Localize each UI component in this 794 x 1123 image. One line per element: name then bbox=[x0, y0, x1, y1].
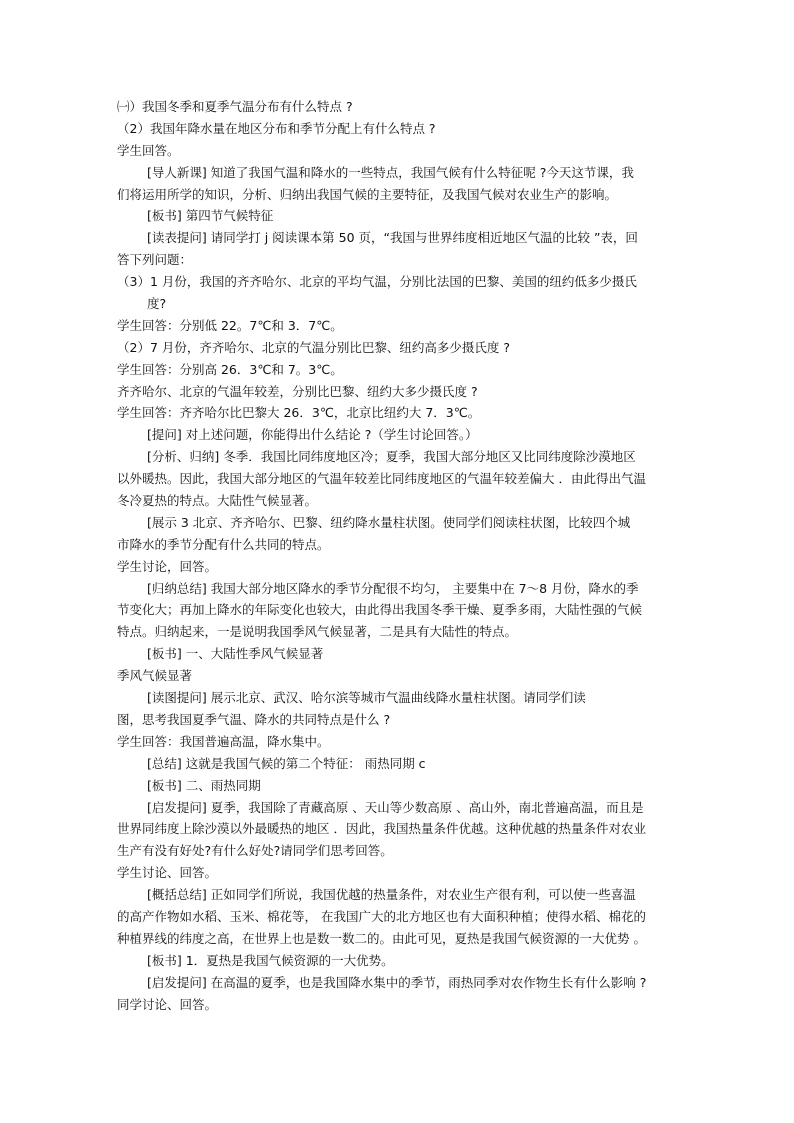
text-line: （2）7 月份，齐齐哈尔、北京的气温分别比巴黎、纽约高多少摄氏度 ? bbox=[117, 339, 510, 355]
text-line: 学生回答。 bbox=[117, 142, 180, 158]
text-line: 学生回答：分别低 22。7℃和 3．7℃。 bbox=[117, 317, 343, 333]
text-line: [启发提问] 在高温的夏季，也是我国降水集中的季节，雨热同季对农作物生长有什么影响 ? bbox=[147, 974, 647, 990]
text-line: [分析、归纳] 冬季．我国比同纬度地区冷；夏季，我国大部分地区又比同纬度除沙漠地区 bbox=[147, 449, 636, 465]
text-line: 季风气候显著 bbox=[117, 668, 193, 684]
text-line: [板书] 二、雨热同期 bbox=[147, 777, 261, 793]
text-line: 种植界线的纬度之高，在世界上也是数一数二的。由此可见，夏热是我国气候资源的一大优势 。 bbox=[117, 930, 646, 946]
text-line: 学生讨论，回答。 bbox=[117, 558, 218, 574]
text-line: 同学讨论、回答。 bbox=[117, 996, 218, 1012]
text-line: 齐齐哈尔、北京的气温年较差，分别比巴黎、纽约大多少摄氏度 ? bbox=[117, 383, 478, 399]
text-line: [概括总结] 正如同学们所说，我国优越的热量条件，对农业生产很有利，可以使一些喜温 bbox=[147, 887, 636, 903]
text-line: 答下列问题： bbox=[117, 252, 193, 268]
text-line: [总结] 这就是我国气候的第二个特征： 雨热同期 c bbox=[147, 755, 426, 771]
document-body bbox=[117, 96, 677, 1015]
text-line: 冬冷夏热的特点。大陆性气候显著。 bbox=[117, 493, 318, 509]
text-line: [板书] 第四节气候特征 bbox=[147, 208, 274, 224]
text-line: 度? bbox=[147, 296, 167, 312]
text-line: （3）1 月份，我国的齐齐哈尔、北京的平均气温，分别比法国的巴黎、美国的纽约低多少摄氏 bbox=[117, 274, 637, 290]
text-line: [导人新课] 知道了我国气温和降水的一些特点，我国气候有什么特征呢 ?今天这节课，我 bbox=[147, 164, 634, 180]
text-line: [读表提问] 请同学打 j 阅读课本第 50 页，“我国与世界纬度相近地区气温的比较 ”表，回 bbox=[147, 230, 638, 246]
text-line: 的高产作物如水稻、玉米、棉花等， 在我国广大的北方地区也有大面积种植；使得水稻、棉花的 bbox=[117, 908, 646, 924]
text-line: 节变化大；再加上降水的年际变化也较大，由此得出我国冬季干燥、夏季多雨，大陆性强的气候 bbox=[117, 602, 643, 618]
text-line: 特点。归纳起来，一是说明我国季风气候显著，二是具有大陆性的特点。 bbox=[117, 624, 518, 640]
text-line: [启发提问] 夏季，我国除了青藏高原 、天山等少数高原 、高山外，南北普遍高温，而且是 bbox=[147, 799, 644, 815]
text-line: [板书] 1．夏热是我国气候资源的一大优势。 bbox=[147, 952, 394, 968]
text-line: 学生讨论、回答。 bbox=[117, 865, 218, 881]
text-line: [板书] 一、大陆性季风气候显著 bbox=[147, 646, 324, 662]
text-line: 市降水的季节分配有什么共同的特点。 bbox=[117, 536, 330, 552]
text-line: （2）我国年降水量在地区分布和季节分配上有什么特点 ? bbox=[117, 120, 436, 136]
text-line: [提问] 对上述问题，你能得出什么结论 ?（学生讨论回答。） bbox=[147, 427, 478, 443]
text-line: [归纳总结] 我国大部分地区降水的季节分配很不均匀， 主要集中在 7～8 月份，降水的季 bbox=[147, 580, 639, 596]
text-line: [展示 3 北京、齐齐哈尔、巴黎、纽约降水量柱状图。使同学们阅读柱状图，比较四个城 bbox=[147, 514, 631, 530]
text-line: 学生回答：我国普遍高温，降水集中。 bbox=[117, 733, 330, 749]
text-line: 学生回答：分别高 26．3℃和 7。3℃。 bbox=[117, 361, 343, 377]
text-line: 学生回答：齐齐哈尔比巴黎大 26．3℃，北京比纽约大 7．3℃。 bbox=[117, 405, 481, 421]
text-line: 世界同纬度上除沙漠以外最暖热的地区 ．因此，我国热量条件优越。这种优越的热量条件对农业 bbox=[117, 821, 646, 837]
text-line: 生产有没有好处?有什么好处?请同学们思考回答。 bbox=[117, 843, 393, 859]
text-line: 图，思考我国夏季气温、降水的共同特点是什么 ? bbox=[117, 711, 391, 727]
text-line: 以外暖热。因此，我国大部分地区的气温年较差比同纬度地区的气温年较差偏大 ．由此得出气温 bbox=[117, 471, 646, 487]
text-line: ㈠）我国冬季和夏季气温分布有什么特点 ? bbox=[117, 99, 353, 114]
text-line: 们将运用所学的知识，分析、归纳出我国气候的主要特征，及我国气候对农业生产的影响。 bbox=[117, 186, 618, 202]
text-line: [读图提问] 展示北京、武汉、哈尔滨等城市气温曲线降水量柱状图。请同学们读 bbox=[147, 690, 586, 706]
